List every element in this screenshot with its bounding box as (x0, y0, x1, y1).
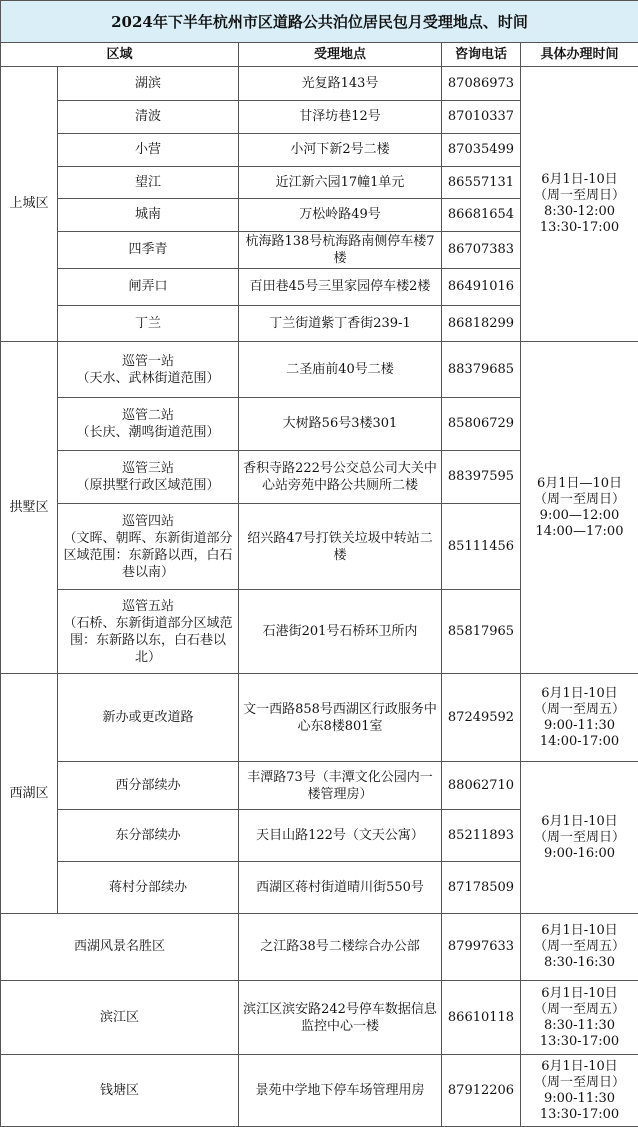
phone-cell: 85817965 (442, 590, 521, 674)
district-binjiang: 滨江区 (1, 981, 239, 1055)
area-cell: 望江 (58, 167, 239, 199)
time-line: 6月1日-10日 (524, 1059, 635, 1075)
phone-cell: 86610118 (442, 981, 521, 1055)
time-cell (521, 342, 638, 674)
header-district: 区域 (1, 43, 239, 67)
location-cell: 西湖区蒋村街道晴川街550号 (239, 862, 442, 914)
table-row (1, 1055, 638, 1127)
location-cell: 大树路56号3楼301 (239, 398, 442, 451)
area-cell: 小营 (58, 134, 239, 167)
time-line: 9:00—12:00 (524, 508, 635, 524)
station-name: 巡管四站 (61, 513, 235, 530)
district-qiantang: 钱塘区 (1, 1055, 239, 1127)
area-cell (58, 342, 239, 398)
table-row (1, 762, 638, 810)
district-xihu: 西湖区 (1, 674, 58, 914)
time-line: 8:30-16:30 (524, 955, 635, 971)
location-cell: 光复路143号 (239, 67, 442, 101)
location-cell: 二圣庙前40号二楼 (239, 342, 442, 398)
area-cell: 湖滨 (58, 67, 239, 101)
location-cell: 天目山路122号（文天公寓） (239, 810, 442, 862)
location-cell: 丁兰街道紫丁香街239-1 (239, 306, 442, 342)
station-scope: （石桥、东新街道部分区域范围：东新路以东，白石巷以北） (61, 615, 235, 666)
time-cell (521, 674, 638, 762)
time-line: 13:30-17:00 (524, 220, 635, 236)
district-gongshu: 拱墅区 (1, 342, 58, 674)
time-line: （周一至周日） (524, 830, 635, 846)
time-line: 8:30-11:30 (524, 1018, 635, 1034)
phone-cell: 85211893 (442, 810, 521, 862)
phone-cell: 87086973 (442, 67, 521, 101)
area-cell (58, 451, 239, 504)
location-cell: 百田巷45号三里家园停车楼2楼 (239, 269, 442, 306)
header-location: 受理地点 (239, 43, 442, 67)
station-scope: （文晖、朝晖、东新街道部分区域范围：东新路以西，白石巷以南） (61, 530, 235, 581)
time-line: （周一至周五） (524, 702, 635, 718)
time-line: 14:00—17:00 (524, 524, 635, 540)
header-phone: 咨询电话 (442, 43, 521, 67)
phone-cell: 87010337 (442, 101, 521, 134)
district-shangcheng: 上城区 (1, 67, 58, 342)
time-cell (521, 67, 638, 342)
time-line: （周一至周五） (524, 1002, 635, 1018)
phone-cell: 87912206 (442, 1055, 521, 1127)
station-scope: （原拱墅行政区域范围） (61, 477, 235, 494)
time-line: （周一至周五） (524, 939, 635, 955)
time-line: 6月1日-10日 (524, 923, 635, 939)
time-line: 6月1日-10日 (524, 814, 635, 830)
time-line: （周一至周日） (524, 1075, 635, 1091)
area-cell: 城南 (58, 199, 239, 232)
time-cell (521, 914, 638, 981)
station-name: 巡管五站 (61, 598, 235, 615)
station-name: 巡管二站 (61, 407, 235, 424)
table-row (1, 914, 638, 981)
location-cell: 滨江区滨安路242号停车数据信息监控中心一楼 (239, 981, 442, 1055)
table-row (1, 67, 638, 101)
table-row (1, 981, 638, 1055)
time-line: 6月1日—10日 (524, 476, 635, 492)
area-cell: 西分部续办 (58, 762, 239, 810)
table-title: 2024年下半年杭州市区道路公共泊位居民包月受理地点、时间 (1, 1, 638, 43)
phone-cell: 85111456 (442, 504, 521, 590)
time-line: 14:00-17:00 (524, 734, 635, 750)
time-line: 6月1日-10日 (524, 986, 635, 1002)
phone-cell: 86557131 (442, 167, 521, 199)
location-cell: 景苑中学地下停车场管理用房 (239, 1055, 442, 1127)
phone-cell: 87035499 (442, 134, 521, 167)
location-cell: 香积寺路222号公交总公司大关中心站旁苑中路公共厕所二楼 (239, 451, 442, 504)
header-time: 具体办理时间 (521, 43, 638, 67)
time-line: （周一至周日） (524, 188, 635, 204)
district-fengjing: 西湖风景名胜区 (1, 914, 239, 981)
area-cell: 闸弄口 (58, 269, 239, 306)
phone-cell: 86818299 (442, 306, 521, 342)
phone-cell: 86681654 (442, 199, 521, 232)
area-cell: 清波 (58, 101, 239, 134)
location-cell: 石港街201号石桥环卫所内 (239, 590, 442, 674)
location-cell: 之江路38号二楼综合办公部 (239, 914, 442, 981)
phone-cell: 88397595 (442, 451, 521, 504)
time-line: 6月1日-10日 (524, 172, 635, 188)
table-row (1, 674, 638, 762)
station-scope: （长庆、潮鸣街道范围） (61, 424, 235, 441)
location-cell: 丰潭路73号（丰潭文化公园内一楼管理房） (239, 762, 442, 810)
time-line: 9:00-11:30 (524, 718, 635, 734)
station-name: 巡管三站 (61, 460, 235, 477)
area-cell: 丁兰 (58, 306, 239, 342)
time-cell (521, 1055, 638, 1127)
phone-cell: 86491016 (442, 269, 521, 306)
time-line: 8:30-12:00 (524, 204, 635, 220)
location-cell: 杭海路138号杭海路南侧停车楼7楼 (239, 232, 442, 269)
phone-cell: 86707383 (442, 232, 521, 269)
time-line: 13:30-17:00 (524, 1107, 635, 1123)
area-cell: 东分部续办 (58, 810, 239, 862)
phone-cell: 87249592 (442, 674, 521, 762)
time-line: 13:30-17:00 (524, 1034, 635, 1050)
station-name: 巡管一站 (61, 353, 235, 370)
location-cell: 甘泽坊巷12号 (239, 101, 442, 134)
time-line: 9:00-11:30 (524, 1091, 635, 1107)
table-row (1, 342, 638, 398)
phone-cell: 88379685 (442, 342, 521, 398)
time-line: 9:00-16:00 (524, 846, 635, 862)
area-cell (58, 504, 239, 590)
area-cell: 四季青 (58, 232, 239, 269)
area-cell: 新办或更改道路 (58, 674, 239, 762)
phone-cell: 87997633 (442, 914, 521, 981)
area-cell (58, 590, 239, 674)
area-cell: 蒋村分部续办 (58, 862, 239, 914)
time-cell (521, 981, 638, 1055)
location-cell: 近江新六园17幢1单元 (239, 167, 442, 199)
phone-cell: 88062710 (442, 762, 521, 810)
location-cell: 绍兴路47号打铁关垃圾中转站二楼 (239, 504, 442, 590)
phone-cell: 87178509 (442, 862, 521, 914)
phone-cell: 85806729 (442, 398, 521, 451)
location-cell: 小河下新2号二楼 (239, 134, 442, 167)
time-cell (521, 762, 638, 914)
location-cell: 文一西路858号西湖区行政服务中心东8楼801室 (239, 674, 442, 762)
station-scope: （天水、武林街道范围） (61, 370, 235, 387)
time-line: 6月1日-10日 (524, 686, 635, 702)
time-line: （周一至周日） (524, 492, 635, 508)
area-cell (58, 398, 239, 451)
location-cell: 万松岭路49号 (239, 199, 442, 232)
